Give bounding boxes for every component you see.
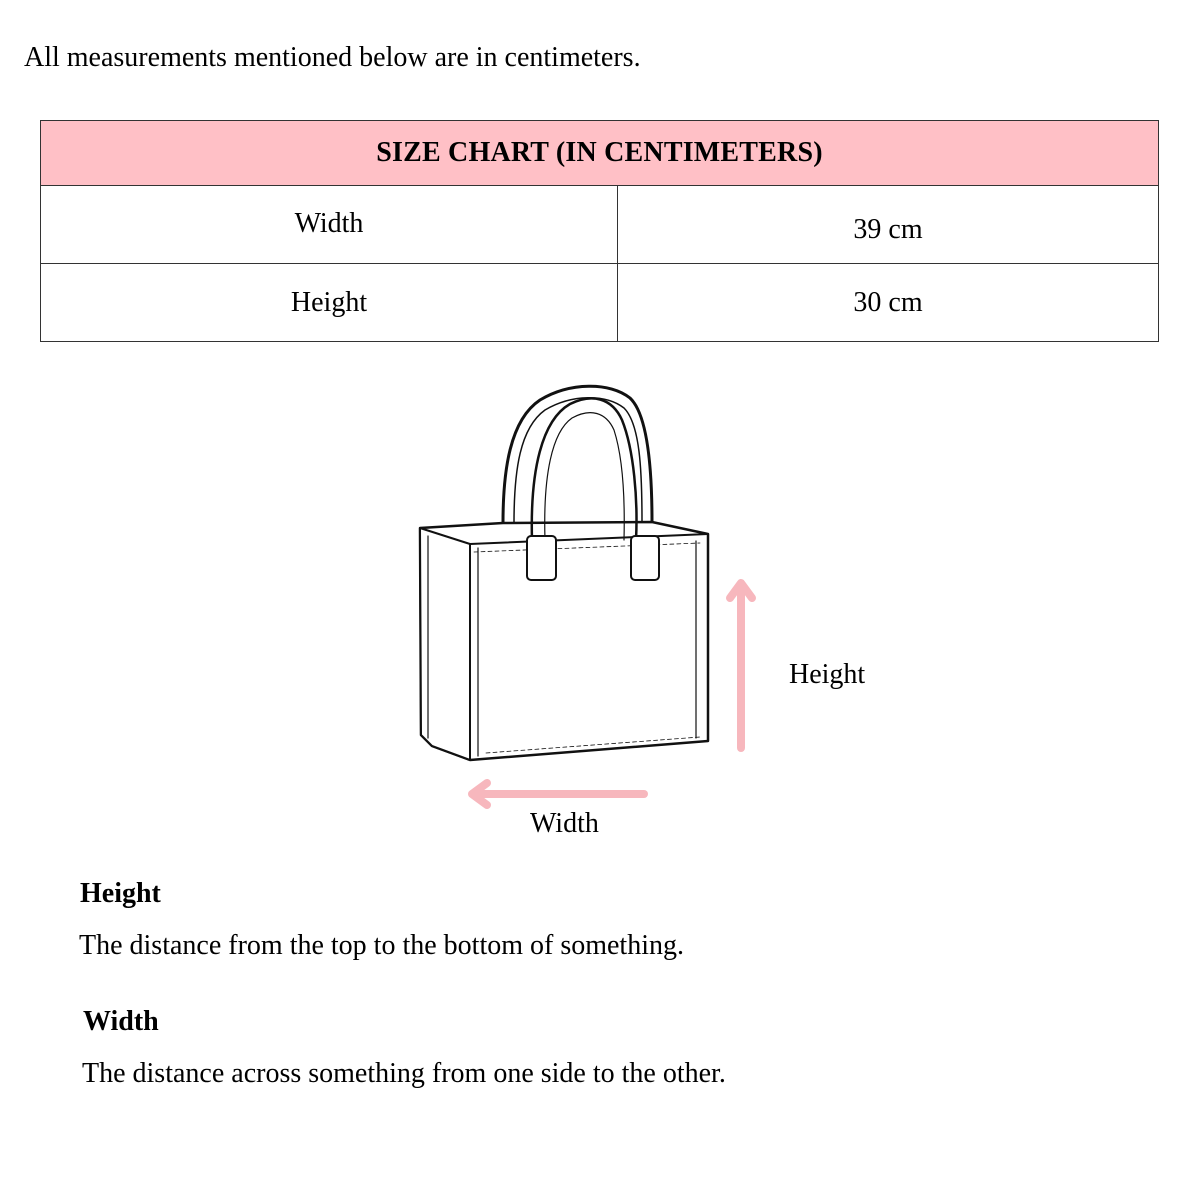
definition-text-width: The distance across something from one side to the other. [82, 1058, 726, 1089]
size-label-height: Height [41, 264, 618, 342]
size-chart-title: SIZE CHART (IN CENTIMETERS) [41, 121, 1159, 186]
height-arrow-icon [730, 583, 752, 748]
size-label-width: Width [41, 186, 618, 264]
height-label: Height [789, 659, 866, 690]
width-label: Width [530, 808, 599, 839]
size-value-height: 30 cm [618, 264, 1159, 342]
tote-bag-icon [420, 386, 708, 760]
intro-text: All measurements mentioned below are in centimeters. [24, 42, 641, 73]
size-value-width: 39 cm [618, 186, 1159, 264]
definition-term-height: Height [80, 878, 161, 909]
definition-term-width: Width [83, 1006, 159, 1037]
definition-text-height: The distance from the top to the bottom of something. [79, 930, 684, 961]
width-arrow-icon [472, 783, 644, 805]
